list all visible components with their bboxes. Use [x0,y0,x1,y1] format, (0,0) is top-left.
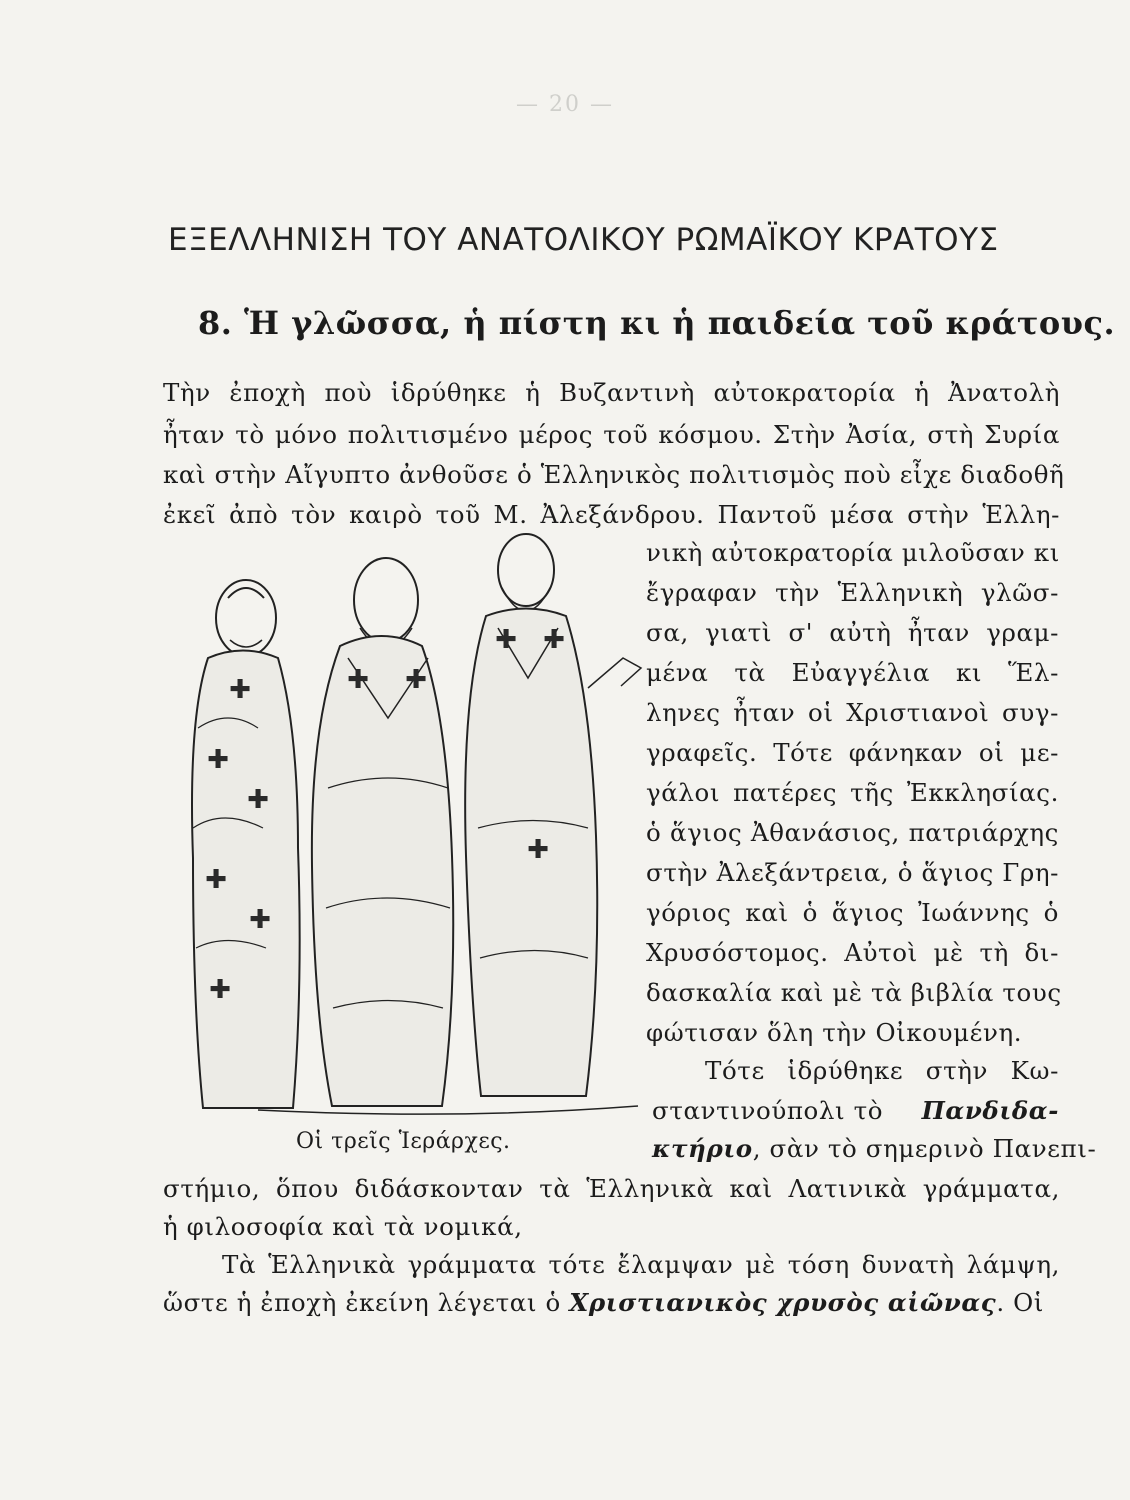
illustration-caption: Οἱ τρεῖς Ἱεράρχες. [296,1129,511,1154]
text-line: ἔγραφαν τὴν Ἑλληνικὴ γλῶσ- [646,578,1059,607]
svg-text:✚: ✚ [405,665,427,695]
text-line: γάλοι πατέρες τῆς Ἐκκλησίας. [646,778,1059,807]
text-line: Τὴν ἐποχὴ ποὺ ἱδρύθηκε ἡ Βυζαντινὴ αὐτοκρατορία ἡ Ἀνατολὴ [163,378,1060,407]
svg-text:✚: ✚ [543,625,565,655]
text-fragment: ὥστε ἡ ἐποχὴ ἐκείνη λέγεται ὁ [163,1288,561,1317]
emphasis-term: κτήριο [652,1134,753,1163]
text-line: καὶ στὴν Αἴγυπτο ἀνθοῦσε ὁ Ἑλληνικὸς πολιτισμὸς ποὺ εἶχε διαδοθῆ [163,460,1065,489]
text-fragment: . Οἱ [996,1288,1044,1317]
text-line: στὴν Ἀλεξάντρεια, ὁ ἅγιος Γρη- [646,858,1059,887]
svg-text:✚: ✚ [527,835,549,865]
page-number: — 20 — [516,92,614,117]
text-line: νικὴ αὐτοκρατορία μιλοῦσαν κι [646,538,1060,567]
three-hierarchs-illustration [168,528,646,1120]
svg-text:✚: ✚ [249,905,271,935]
text-line: Χρυσόστομος. Αὐτοὶ μὲ τὴ δι- [646,938,1059,967]
chapter-title: ΕΞΕΛΛΗΝΙΣΗ ΤΟΥ ΑΝΑΤΟΛΙΚΟΥ ΡΩΜΑΪΚΟΥ ΚΡΑΤΟΥΣ [168,222,999,258]
text-line [163,1288,1060,1317]
text-line: σα, γιατὶ σ' αὐτὴ ἦταν γραμ- [646,618,1059,647]
text-line: δασκαλία καὶ μὲ τὰ βιβλία τους [646,978,1062,1007]
emphasis-term: Χριστιανικὸς χρυσὸς αἰῶνας [569,1288,997,1317]
svg-text:✚: ✚ [495,625,517,655]
svg-text:✚: ✚ [205,865,227,895]
text-line: φώτισαν ὅλη τὴν Οἰκουμένη. [646,1018,1023,1047]
svg-text:✚: ✚ [229,675,251,705]
text-line: μένα τὰ Εὐαγγέλια κι Ἕλ- [646,658,1059,687]
text-line: ἦταν τὸ μόνο πολιτισμένο μέρος τοῦ κόσμου. Στὴν Ἀσία, στὴ Συρία [163,420,1060,449]
text-line: ληνες ἦταν οἱ Χριστιανοὶ συγ- [646,698,1059,727]
section-title: 8. Ἡ γλῶσσα, ἡ πίστη κι ἡ παιδεία τοῦ κράτους. [198,304,1116,342]
text-line: Τὰ Ἑλληνικὰ γράμματα τότε ἔλαμψαν μὲ τόση δυνατὴ λάμψη, [222,1250,1060,1279]
svg-text:✚: ✚ [347,665,369,695]
text-line: Τότε ἱδρύθηκε στὴν Κω- [705,1056,1059,1085]
text-fragment: , σὰν τὸ σημερινὸ Πανεπι- [752,1134,1097,1163]
text-line [652,1134,1097,1163]
svg-text:✚: ✚ [247,785,269,815]
text-fragment: σταντινούπολι τὸ [652,1096,884,1125]
text-line: ἐκεῖ ἀπὸ τὸν καιρὸ τοῦ Μ. Ἀλεξάνδρου. Παντοῦ μέσα στὴν Ἑλλη- [163,500,1060,529]
text-line: γόριος καὶ ὁ ἅγιος Ἰωάννης ὁ [646,898,1059,927]
svg-text:✚: ✚ [209,975,231,1005]
svg-text:✚: ✚ [207,745,229,775]
emphasis-term: Πανδιδα- [921,1096,1059,1125]
text-line [652,1096,1059,1125]
text-line: στήμιο, ὅπου διδάσκονταν τὰ Ἑλληνικὰ καὶ Λατινικὰ γράμματα, [163,1174,1060,1203]
text-line: γραφεῖς. Τότε φάνηκαν οἱ με- [646,738,1059,767]
text-line: ὁ ἅγιος Ἀθανάσιος, πατριάρχης [646,818,1059,847]
text-line: ἡ φιλοσοφία καὶ τὰ νομικά, [163,1212,523,1241]
